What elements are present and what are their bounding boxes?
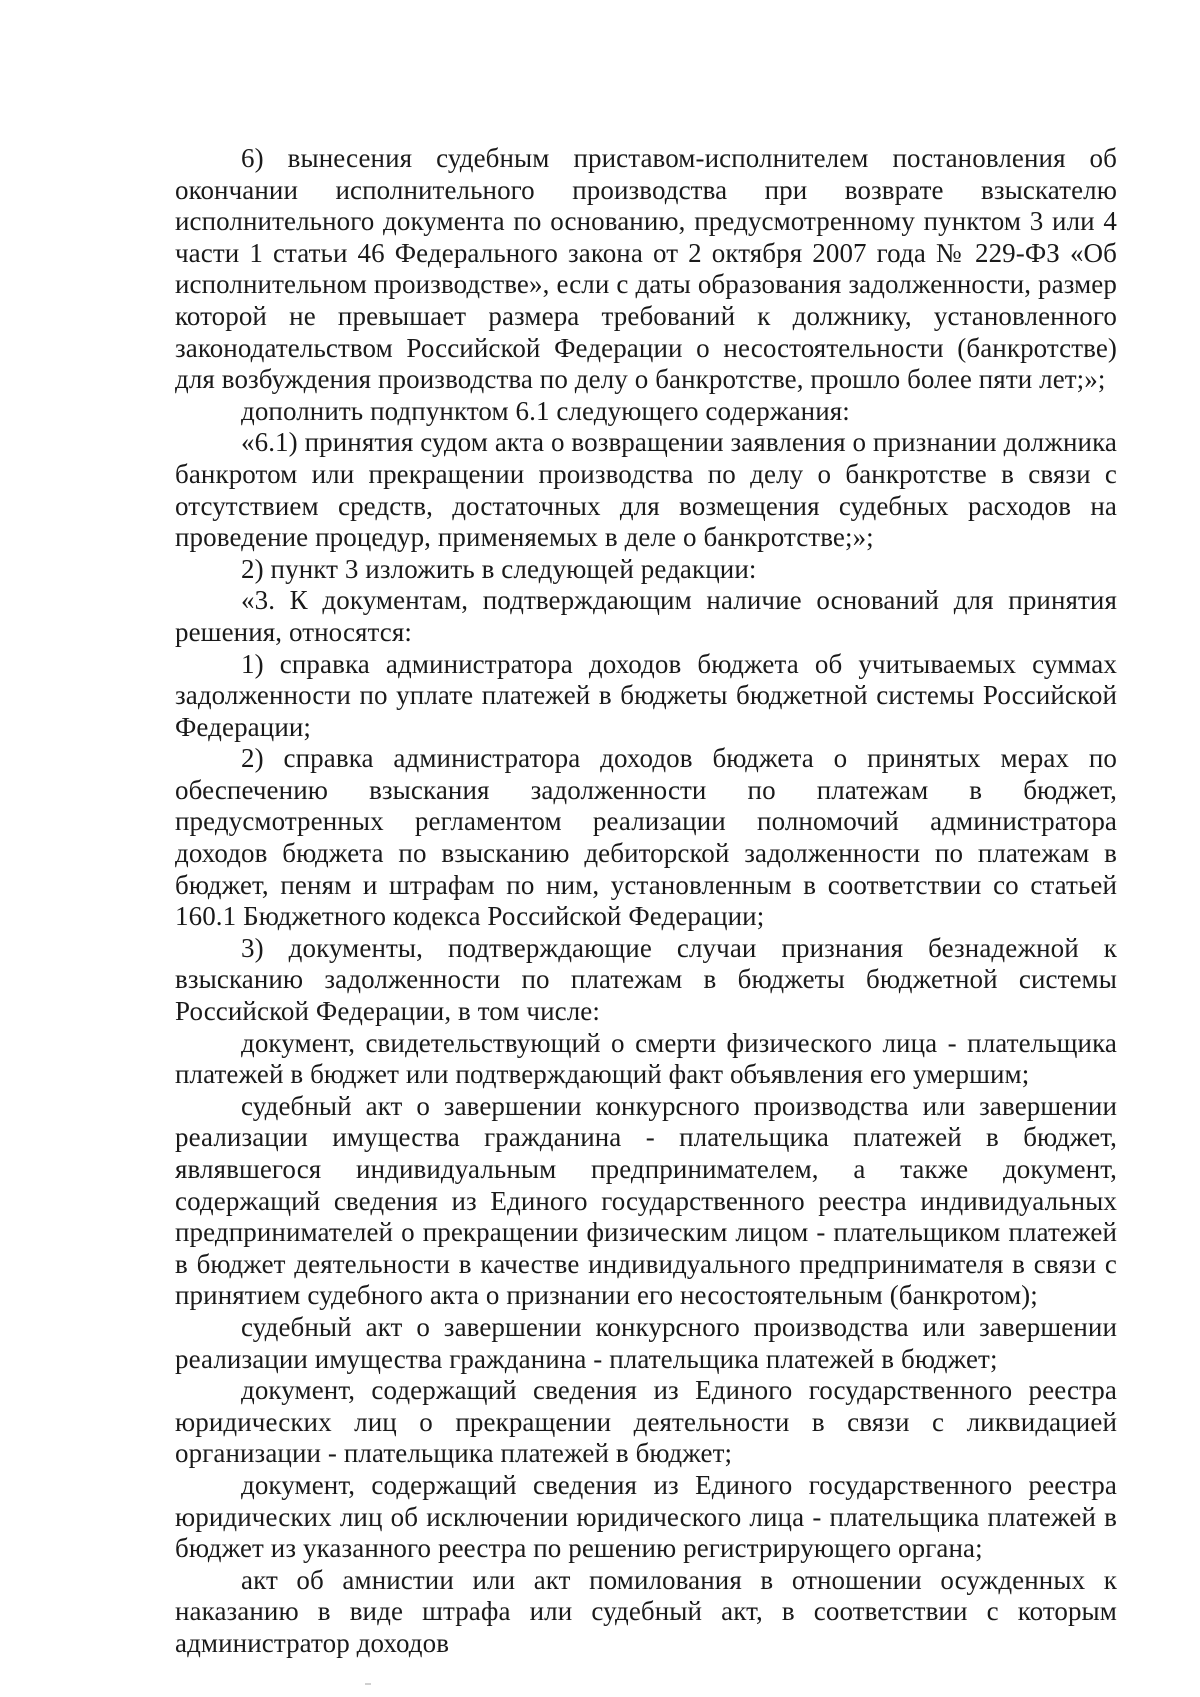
paragraph-subitem-2: 2) справка администратора доходов бюджета о принятых мерах по обеспечению взыскания задолженности по платежам в бюджет, предусмотренных регламентом реализации полномочий администратора доходов бюджета по взысканию дебиторской задолженности по платежам в бюджет, пеням и штрафам по ним, установленным в соответствии со статьей 160.1 Бюджетного кодекса Российской Федерации; — [175, 743, 1117, 932]
paragraph-amnesty: акт об амнистии или акт помилования в отношении осужденных к наказанию в виде штрафа или судебный акт, в соответствии с которым администратор доходов — [175, 1564, 1117, 1658]
paragraph-point-3-amend: 2) пункт 3 изложить в следующей редакции: — [241, 553, 757, 584]
paragraph-supplement-6-1: дополнить подпунктом 6.1 следующего содержания: — [241, 395, 850, 426]
paragraph-bankruptcy-entrepreneur: судебный акт о завершении конкурсного производства или завершении реализации имущества гражданина - плательщика платежей в бюджет, являвшегося индивидуальным предпринимателем, а также документ, содержащий сведения из Единого государственного реестра индивидуальных предпринимателей о прекращении физическим лицом - плательщиком платежей в бюджет деятельности в качестве индивидуального предпринимателя в связи с принятием судебного акта о признании его несостоятельным (банкротом); — [175, 1090, 1117, 1311]
document-body — [175, 143, 1117, 1660]
paragraph-item-6: 6) вынесения судебным приставом-исполнителем постановления об окончании исполнительного производства при возврате взыскателю исполнительного документа по основанию, предусмотренному пунктом 3 или 4 части 1 статьи 46 Федерального закона от 2 октября 2007 года № 229-ФЗ «Об исполнительном производстве», если с даты образования задолженности, размер которой не превышает размера требований к должнику, установленного законодательством Российской Федерации о несостоятельности (банкротстве) для возбуждения производства по делу о банкротстве, прошло более пяти лет;»; — [175, 143, 1117, 395]
paragraph-item-6-1: «6.1) принятия судом акта о возвращении заявления о признании должника банкротом или прекращении производства по делу о банкротстве в связи с отсутствием средств, достаточных для возмещения судебных расходов на проведение процедур, применяемых в деле о банкротстве;»; — [175, 427, 1117, 553]
paragraph-death-document: документ, свидетельствующий о смерти физического лица - плательщика платежей в бюджет или подтверждающий факт объявления его умершим; — [175, 1027, 1117, 1090]
paragraph-subitem-3: 3) документы, подтверждающие случаи признания безнадежной к взысканию задолженности по платежам в бюджеты бюджетной системы Российской Федерации, в том числе: — [175, 932, 1117, 1027]
paragraph-bankruptcy-citizen: судебный акт о завершении конкурсного производства или завершении реализации имущества гражданина - плательщика платежей в бюджет; — [175, 1311, 1117, 1374]
paragraph-point-3-intro: «3. К документам, подтверждающим наличие оснований для принятия решения, относятся: — [175, 585, 1117, 647]
paragraph-liquidation: документ, содержащий сведения из Единого государственного реестра юридических лиц о прекращении деятельности в связи с ликвидацией организации - плательщика платежей в бюджет; — [175, 1375, 1117, 1469]
paragraph-subitem-1: 1) справка администратора доходов бюджета об учитываемых суммах задолженности по уплате платежей в бюджеты бюджетной системы Российской Федерации; — [175, 648, 1117, 742]
paragraph-exclusion: документ, содержащий сведения из Единого государственного реестра юридических лиц об исключении юридического лица - плательщика платежей в бюджет из указанного реестра по решению регистрирующего органа; — [175, 1469, 1117, 1564]
scan-artifact — [365, 1683, 371, 1685]
